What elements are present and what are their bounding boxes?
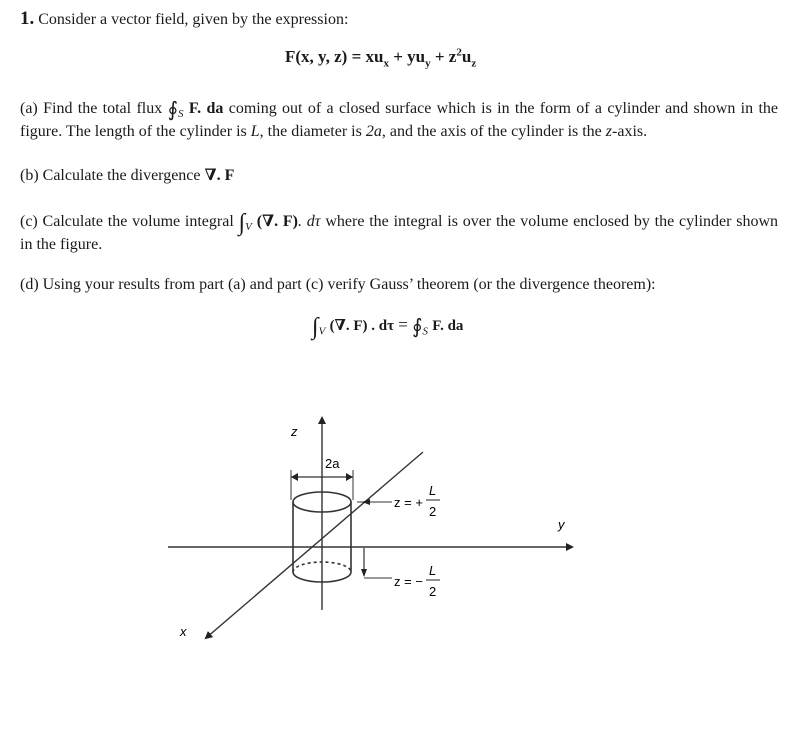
part-d: (d) Using your results from part (a) and part (c) verify Gauss’ theorem (or the divergence theorem): (20, 276, 656, 293)
top-z-label: z = + (394, 495, 423, 510)
x-axis-label: x (180, 624, 187, 639)
closed-integral-symbol: ∮ (167, 99, 178, 121)
part-b: (b) Calculate the divergence ∇. F (20, 167, 235, 184)
part-a: (a) Find the total flux $∮_S$ F. da coming out of a closed surface which is in the form of a cylinder and shown in the figure. The length of the cylinder is L, the diameter is 2a, and the axis of the cylinder is the z-axis. (20, 99, 779, 140)
svg-text:2: 2 (429, 504, 437, 519)
integral-symbol: ∫ (238, 210, 246, 236)
svg-text:L: L (429, 563, 437, 578)
x-axis (206, 452, 423, 638)
diameter-label: 2a (325, 456, 340, 471)
svg-text:L: L (429, 483, 437, 498)
svg-text:2: 2 (429, 584, 437, 599)
vector-field-expression: F(x, y, $z) = xu_x + yu_y + z^2u_z$ (285, 46, 477, 70)
y-axis-label: y (558, 517, 565, 532)
closed-integral-symbol: ∮ (412, 316, 423, 338)
bottom-z-label: z = − (394, 574, 423, 589)
part-c: (c) Calculate the volume integral $\int_V$ (∇. F). dτ where the integral is over the volume enclosed by the cylinder shown in the figure. (20, 210, 779, 253)
question-number: 1. (20, 8, 35, 29)
question-intro: Consider a vector field, given by the expression: (38, 11, 349, 28)
integral-symbol: ∫ (312, 314, 319, 340)
gauss-theorem-expression: $\int_V$ (∇. F) . $d\tau = ∮_S$ F. da (312, 314, 464, 340)
z-axis-label: z (291, 424, 298, 439)
